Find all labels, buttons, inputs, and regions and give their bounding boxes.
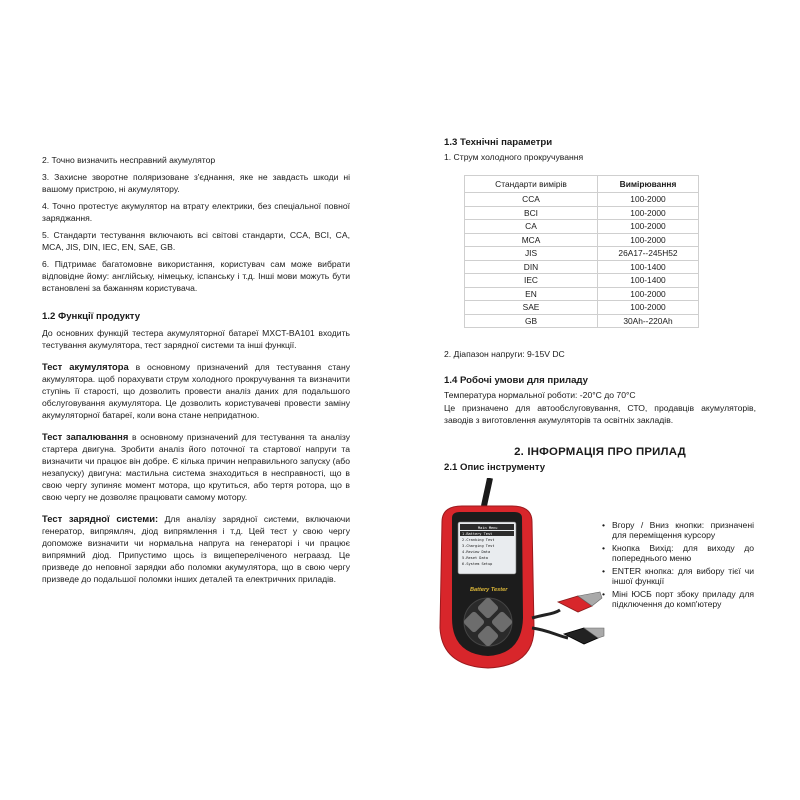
purpose-text: Це призначено для автообслуговування, СТО, продавців акумуляторів, заводів з виготовлення акумуляторів та освітніх закладів.	[444, 403, 756, 425]
cranking-test-title: Тест запалювання	[42, 431, 129, 442]
list-item: • Кнопка Вихід: для виходу до попереднього меню	[602, 543, 754, 563]
table-row	[465, 220, 699, 234]
temperature-text: Температура нормальної роботи: -20°C до 70°C	[444, 390, 636, 400]
battery-tester-image	[428, 478, 608, 683]
screen-menu-item: 5.Reset Data	[462, 556, 488, 560]
cranking-test-paragraph	[42, 431, 350, 503]
cca-label: 1. Струм холодного прокручування	[444, 152, 584, 162]
black-clamp-icon	[564, 628, 604, 644]
table-cell: 100-2000	[598, 301, 699, 315]
table-cell: JIS	[465, 247, 598, 261]
cranking-test-text: в основному призначений для тестування та аналізу стартера двигуна. Зробити аналіз його поточної та стартової напруги та визначити чи працює він добре. Є кілька причин неправильного запуску (або незапуску) двигуна: мастильна система знаходиться в несправності, що в свою чергу зупиняє момент мотора, що крутиться, або тертя ротора, що в свою чергу не дозволяє працювати самому мотору.	[42, 432, 351, 502]
table-cell: BCI	[465, 206, 598, 220]
table-cell: SAE	[465, 301, 598, 315]
table-cell: CCA	[465, 193, 598, 207]
list-item: • Вгору / Вниз кнопки: призначені для переміщення курсору	[602, 520, 754, 540]
table-row	[465, 233, 699, 247]
table-cell: EN	[465, 287, 598, 301]
device-brand-label: Battery Tester	[470, 587, 508, 593]
table-header-standard: Стандарти вимірів	[465, 176, 598, 193]
table-cell: GB	[465, 314, 598, 328]
table-cell: DIN	[465, 260, 598, 274]
table-cell: 100-2000	[598, 206, 699, 220]
table-header-measure: Вимірювання	[598, 176, 699, 193]
table-cell: 100-1400	[598, 274, 699, 288]
battery-test-paragraph	[42, 361, 350, 421]
product-functions-intro: До основних функцій тестера акумуляторної батареї MXCT-BA101 входить тестування акумулятора, тест зарядної системи та інші функції.	[42, 328, 350, 350]
left-column	[42, 154, 350, 585]
table-row	[465, 260, 699, 274]
table-row	[465, 314, 699, 328]
intro-item-2: 2. Точно визначить несправний акумулятор	[42, 155, 216, 165]
intro-item-6: 6. Підтримає багатомовне використання, користувач сам може вибрати відповідне йому: англійську, німецьку, іспанську і т.д. Інші мови можуть бути встановлені за бажанням користувача.	[42, 259, 350, 293]
table-header-row	[465, 176, 699, 193]
screen-menu-item: 2.Cranking Test	[462, 538, 495, 542]
intro-item-4: 4. Точно протестує акумулятор на втрату електрики, без спеціальної повної заряджання.	[42, 201, 350, 223]
screen-menu-title: Main Menu	[478, 525, 498, 530]
table-cell: 100-1400	[598, 260, 699, 274]
voltage-range: 2. Діапазон напруги: 9-15V DC	[444, 349, 565, 359]
table-cell: 100-2000	[598, 287, 699, 301]
list-item: • Міні ЮСБ порт збоку приладу для підключення до комп'ютеру	[602, 589, 754, 609]
charging-test-title: Тест зарядної системи:	[42, 513, 159, 524]
charging-test-paragraph	[42, 513, 350, 585]
intro-item-3: 3. Захисне зворотне поляризоване з'єднання, яке не завдасть шкоди ні вашому пристрою, ні акумулятору.	[42, 172, 350, 194]
table-cell: 100-2000	[598, 193, 699, 207]
tech-params-heading: 1.3 Технічні параметри	[444, 137, 553, 148]
bullet-icon: •	[602, 520, 606, 530]
standards-table	[464, 175, 699, 328]
charging-test-text: Для аналізу зарядної системи, включаючи генератор, випрямляч, діод випрямлення і т.д. Цей тест у свою чергу допоможе визначити чи нормальна напруга на генераторі і чи працює випрямний діод. Припустимо щось із вищепереліченого неграазд. Це призведе до неповної зарядки або поломки акумулятора, що в свою чергу призведе до подальшої поломки інших деталей та електричних приладів.	[42, 514, 350, 584]
table-cell: 30Ah--220Ah	[598, 314, 699, 328]
table-row	[465, 287, 699, 301]
screen-menu-item: 4.Review Data	[462, 550, 491, 554]
table-row	[465, 301, 699, 315]
table-cell: 100-2000	[598, 220, 699, 234]
bullet-icon: •	[602, 543, 606, 553]
device-features-list	[602, 520, 754, 612]
right-column	[444, 137, 756, 474]
tool-description-heading: 2.1 Опис інструменту	[444, 462, 546, 473]
table-row	[465, 274, 699, 288]
table-row	[465, 247, 699, 261]
table-row	[465, 193, 699, 207]
table-cell: MCA	[465, 233, 598, 247]
work-conditions-heading: 1.4 Робочі умови для приладу	[444, 375, 588, 386]
red-clamp-icon	[558, 592, 602, 612]
table-cell: CA	[465, 220, 598, 234]
bullet-icon: •	[602, 589, 606, 599]
table-cell: IEC	[465, 274, 598, 288]
list-item: • ENTER кнопка: для вибору тієї чи іншої функції	[602, 566, 754, 586]
table-cell: 26A17--245H52	[598, 247, 699, 261]
battery-test-text: в основному призначений для тестування стану акумулятора. щоб порахувати струм холодного прокручування та визначити ступінь її старості, що дозволить провести аналіз даних для подальшого обслуговування акумулятора. Це дозволить користувачеві провести заміну акумуляторної батареї, коли вона стане непридатною.	[42, 362, 350, 420]
battery-test-title: Тест акумулятора	[42, 361, 129, 372]
screen-menu-item: 1.Battery Test	[462, 532, 493, 536]
screen-menu-item: 6.System Setup	[462, 562, 493, 566]
bullet-icon: •	[602, 566, 606, 576]
screen-menu-item: 3.Charging Test	[462, 544, 495, 548]
device-info-heading: 2. ІНФОРМАЦІЯ ПРО ПРИЛАД	[514, 446, 686, 458]
table-row	[465, 206, 699, 220]
product-functions-heading: 1.2 Функції продукту	[42, 311, 141, 322]
table-cell: 100-2000	[598, 233, 699, 247]
intro-item-5: 5. Стандарти тестування включають всі світові стандарти, CCA, BCI, CA, MCA, JIS, DIN, IEC, EN, SAE, GB.	[42, 230, 350, 252]
